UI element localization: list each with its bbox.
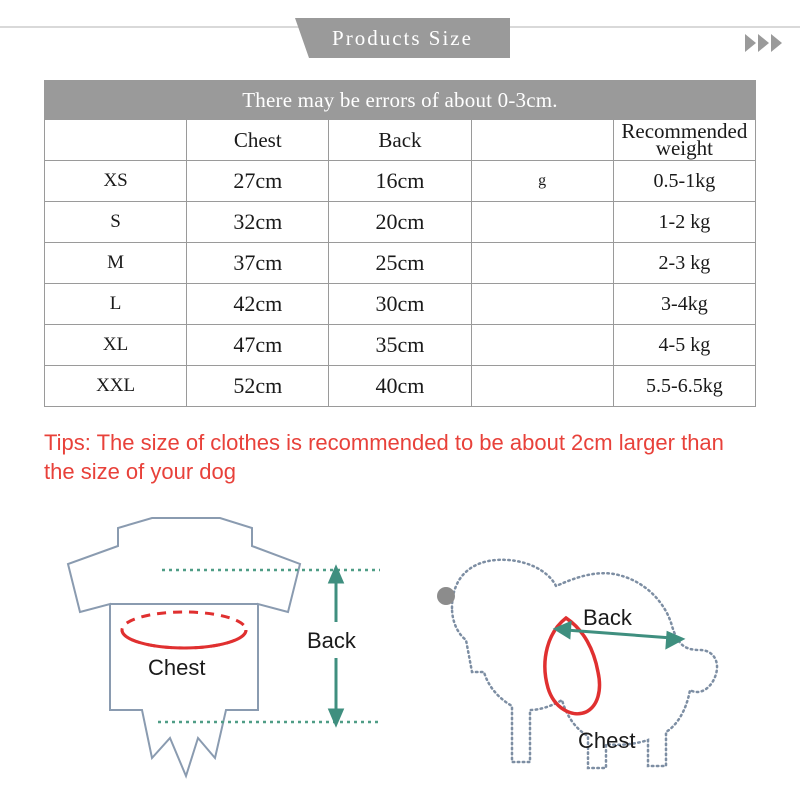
measurement-illustrations xyxy=(0,500,800,800)
illustration-svg xyxy=(0,500,800,800)
table-row xyxy=(45,202,756,243)
table-caption: There may be errors of about 0-3cm. xyxy=(45,81,756,120)
cell-back: 20cm xyxy=(329,202,471,243)
cell-weight: 5.5-6.5kg xyxy=(613,366,755,407)
garment-back-label: Back xyxy=(307,628,356,653)
cell-size: XL xyxy=(45,325,187,366)
cell-unit xyxy=(471,284,613,325)
tips-text: Tips: The size of clothes is recommended to be about 2cm larger than the size of your dog xyxy=(44,430,724,484)
cell-back: 25cm xyxy=(329,243,471,284)
cell-chest: 27cm xyxy=(187,161,329,202)
cell-back: 40cm xyxy=(329,366,471,407)
cell-weight: 0.5-1kg xyxy=(613,161,755,202)
cell-chest: 52cm xyxy=(187,366,329,407)
size-table xyxy=(44,80,756,407)
dog-chest-label: Chest xyxy=(578,728,636,753)
cell-unit: g xyxy=(471,161,613,202)
cell-weight: 3-4kg xyxy=(613,284,755,325)
cell-chest: 37cm xyxy=(187,243,329,284)
garment-chest-label: Chest xyxy=(148,655,206,680)
table-header-row xyxy=(45,120,756,161)
table-row xyxy=(45,161,756,202)
column-header-blank xyxy=(471,120,613,161)
double-chevron-right-icon xyxy=(745,34,782,52)
cell-weight: 4-5 kg xyxy=(613,325,755,366)
cell-back: 16cm xyxy=(329,161,471,202)
cell-chest: 32cm xyxy=(187,202,329,243)
dog-back-label: Back xyxy=(583,605,632,630)
cell-unit xyxy=(471,366,613,407)
cell-chest: 42cm xyxy=(187,284,329,325)
cell-size: XS xyxy=(45,161,187,202)
table-caption-row xyxy=(45,81,756,120)
table-row xyxy=(45,325,756,366)
column-header-size xyxy=(45,120,187,161)
garment-chest-measure-front xyxy=(122,630,246,648)
cell-size: XXL xyxy=(45,366,187,407)
column-header-back: Back xyxy=(329,120,471,161)
cell-size: S xyxy=(45,202,187,243)
page-header xyxy=(0,18,800,62)
table-row xyxy=(45,243,756,284)
cell-back: 35cm xyxy=(329,325,471,366)
table-row xyxy=(45,366,756,407)
cell-size: M xyxy=(45,243,187,284)
cell-unit xyxy=(471,325,613,366)
cell-weight: 1-2 kg xyxy=(613,202,755,243)
column-header-recommended-weight: Recommended weight xyxy=(613,120,755,161)
cell-unit xyxy=(471,202,613,243)
cell-chest: 47cm xyxy=(187,325,329,366)
cell-back: 30cm xyxy=(329,284,471,325)
cell-weight: 2-3 kg xyxy=(613,243,755,284)
page-title: Products Size xyxy=(332,26,473,50)
table-row xyxy=(45,284,756,325)
cell-unit xyxy=(471,243,613,284)
column-header-chest: Chest xyxy=(187,120,329,161)
cell-size: L xyxy=(45,284,187,325)
